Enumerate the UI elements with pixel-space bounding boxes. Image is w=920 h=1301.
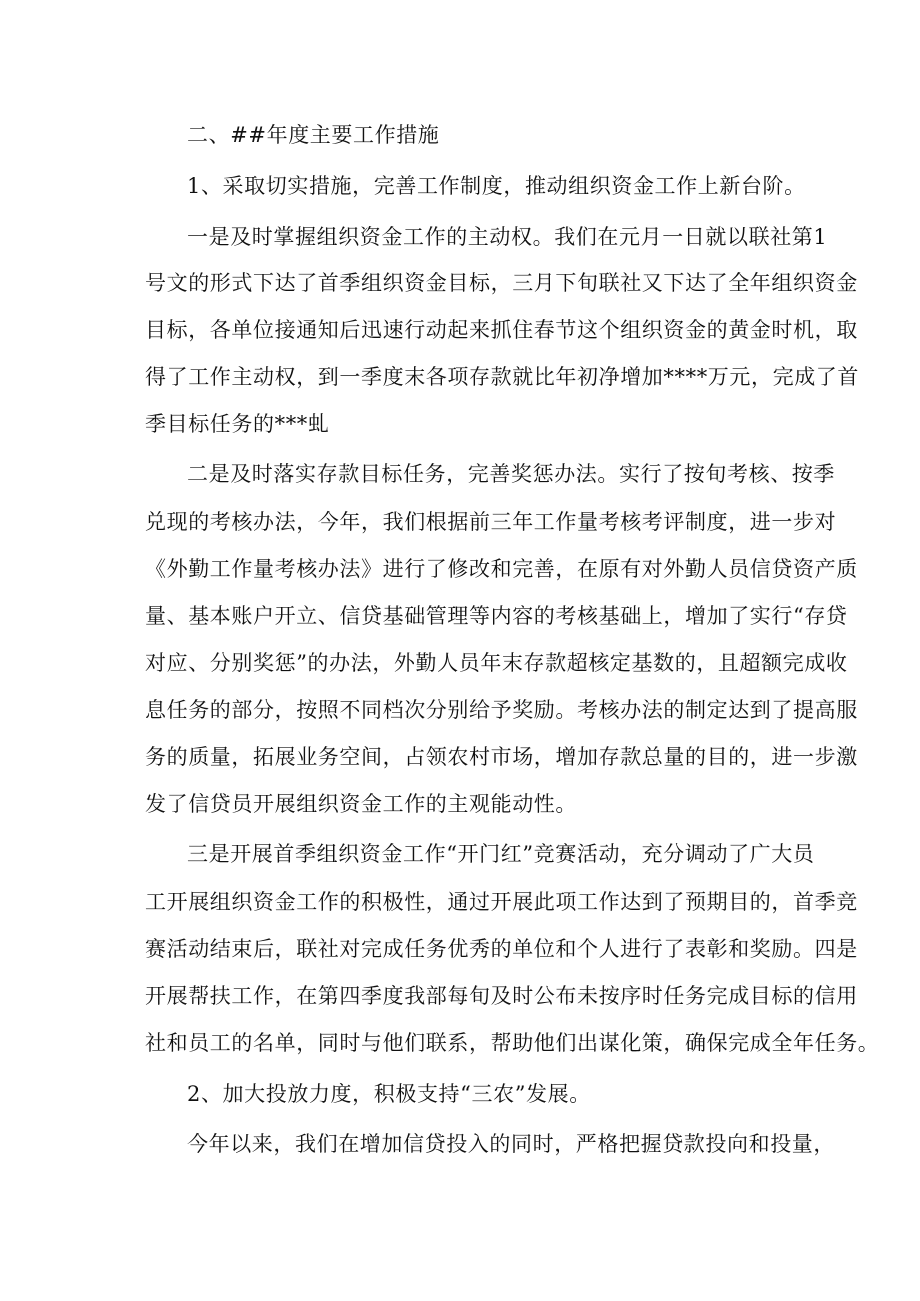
paragraph-line: 季目标任务的***虬 bbox=[145, 412, 330, 436]
subsection-heading: 2、加大投放力度，积极支持“三农”发展。 bbox=[187, 1082, 591, 1106]
paragraph-line: 工开展组织资金工作的积极性，通过开展此项工作达到了预期目的，首季竞 bbox=[145, 890, 858, 914]
paragraph-line: 三是开展首季组织资金工作“开门红”竞赛活动，充分调动了广大员 bbox=[187, 842, 815, 866]
paragraph-line: 开展帮扶工作，在第四季度我部每旬及时公布未按序时任务完成目标的信用 bbox=[145, 984, 858, 1008]
paragraph-line: 务的质量，拓展业务空间，占领农村市场，增加存款总量的目的，进一步激 bbox=[145, 745, 858, 769]
paragraph-line: 一是及时掌握组织资金工作的主动权。我们在元月一日就以联社第1 bbox=[187, 225, 828, 249]
paragraph-line: 量、基本账户开立、信贷基础管理等内容的考核基础上，增加了实行“存贷 bbox=[145, 604, 848, 628]
section-heading: 二、##年度主要工作措施 bbox=[187, 123, 440, 147]
paragraph-line: 兑现的考核办法，今年，我们根据前三年工作量考核考评制度，进一步对 bbox=[145, 510, 837, 534]
paragraph-line: 今年以来，我们在增加信贷投入的同时，严格把握贷款投向和投量， bbox=[187, 1132, 835, 1156]
paragraph-line: 目标，各单位接通知后迅速行动起来抓住春节这个组织资金的黄金时机，取 bbox=[145, 318, 858, 342]
paragraph-line: 号文的形式下达了首季组织资金目标，三月下旬联社又下达了全年组织资金 bbox=[145, 271, 858, 295]
paragraph-line: 发了信贷员开展组织资金工作的主观能动性。 bbox=[145, 792, 577, 816]
paragraph-line: 得了工作主动权，到一季度末各项存款就比年初净增加****万元，完成了首 bbox=[145, 365, 859, 389]
paragraph-line: 二是及时落实存款目标任务，完善奖惩办法。实行了按旬考核、按季 bbox=[187, 462, 835, 486]
paragraph-line: 社和员工的名单，同时与他们联系，帮助他们出谋化策，确保完成全年任务。 bbox=[145, 1031, 880, 1055]
subsection-heading: 1、采取切实措施，完善工作制度，推动组织资金工作上新台阶。 bbox=[187, 174, 806, 198]
paragraph-line: 息任务的部分，按照不同档次分别给予奖励。考核办法的制定达到了提高服 bbox=[145, 698, 858, 722]
paragraph-line: 赛活动结束后，联社对完成任务优秀的单位和个人进行了表彰和奖励。四是 bbox=[145, 937, 858, 961]
paragraph-line: 《外勤工作量考核办法》进行了修改和完善，在原有对外勤人员信贷资产质 bbox=[145, 557, 858, 581]
paragraph-line: 对应、分别奖惩”的办法，外勤人员年末存款超核定基数的，且超额完成收 bbox=[145, 651, 848, 675]
